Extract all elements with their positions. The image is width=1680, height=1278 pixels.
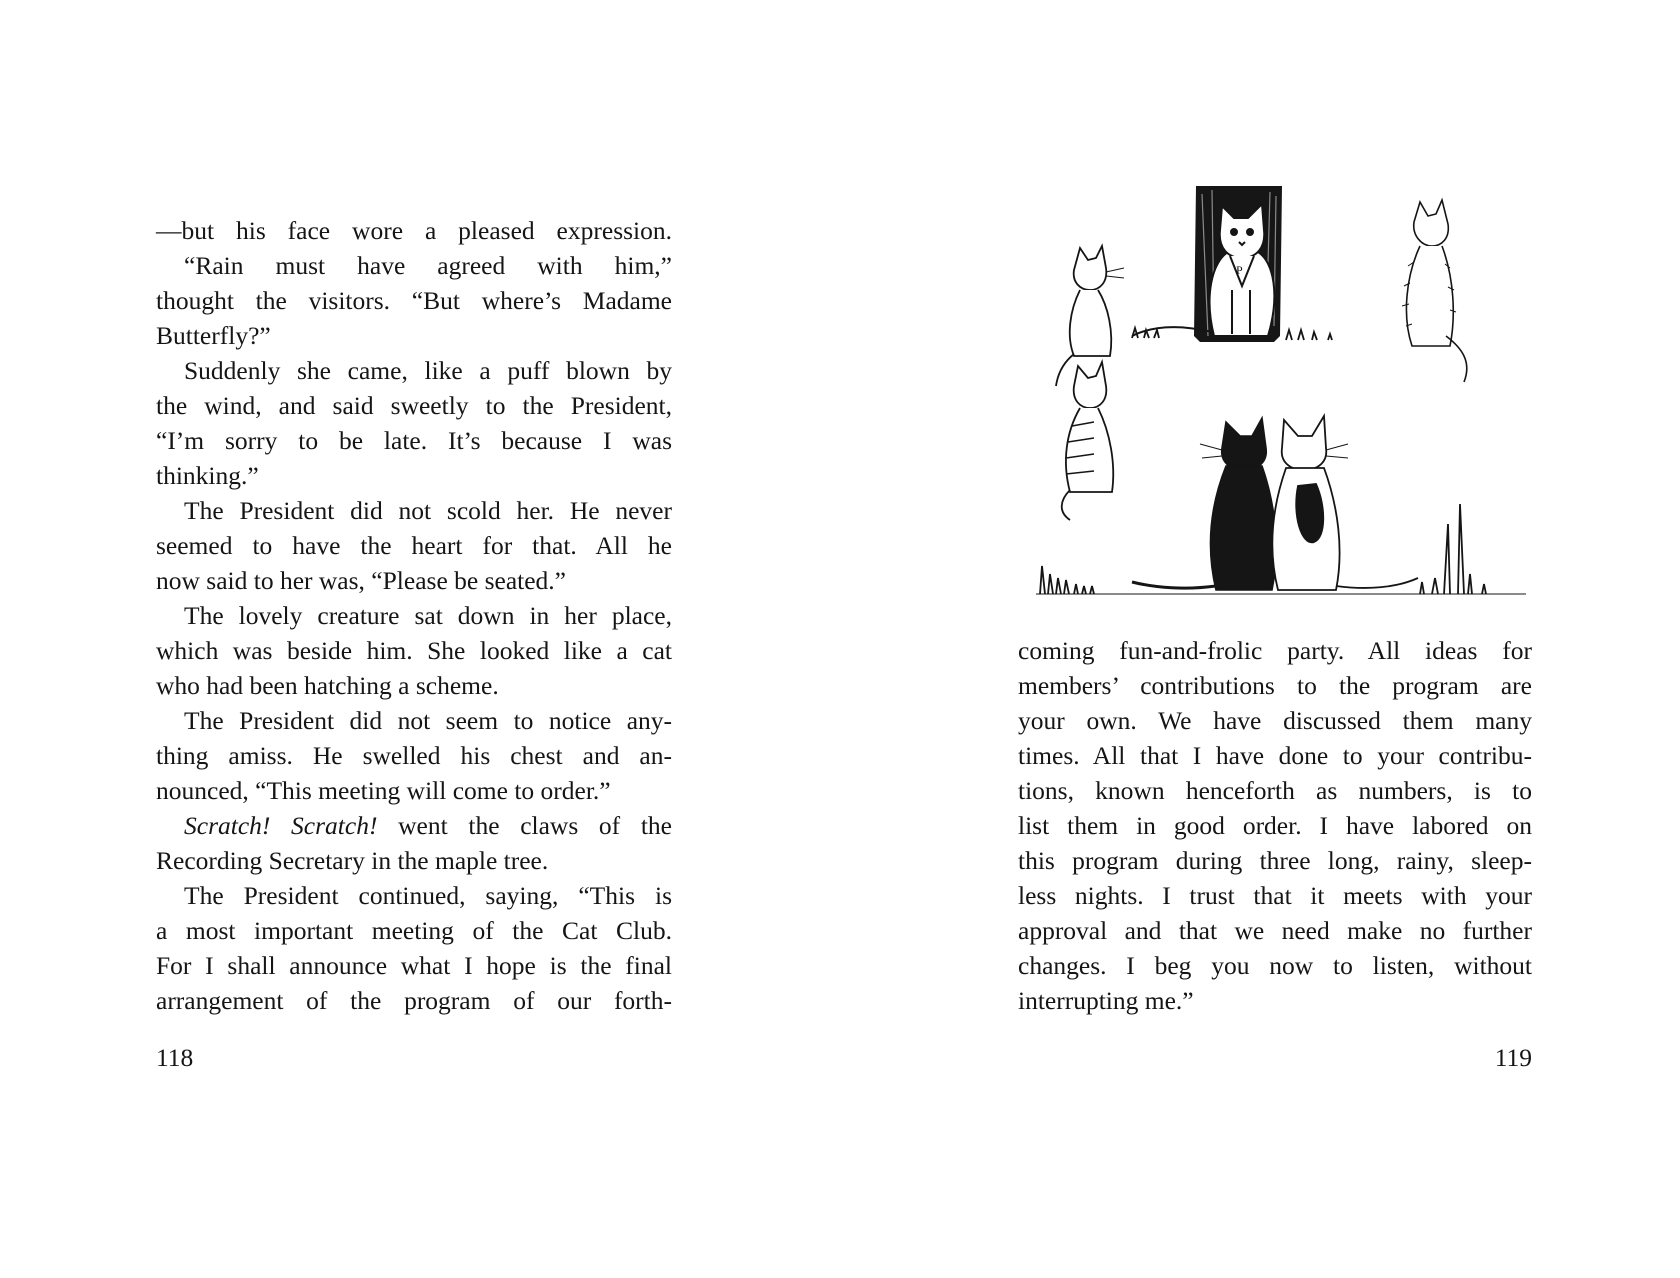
spotted-cat-bottom <box>1272 416 1418 590</box>
text-line: who had been hatching a scheme. <box>156 671 499 700</box>
text-line: The President continued, saying, “This is <box>184 881 672 910</box>
text-line: the wind, and said sweetly to the President, <box>156 391 672 420</box>
text-line: times. All that I have done to your contribu- <box>1018 741 1532 770</box>
text-line: a most important meeting of the Cat Club. <box>156 916 672 945</box>
text-line: seemed to have the heart for that. All he <box>156 531 672 560</box>
text-line: Recording Secretary in the maple tree. <box>156 846 549 875</box>
page-number-right: 119 <box>1494 1043 1532 1072</box>
text-line: Butterfly?” <box>156 321 271 350</box>
text-line: For I shall announce what I hope is the final <box>156 951 672 980</box>
page-number-left: 118 <box>156 1043 194 1072</box>
text-line: The President did not seem to notice any- <box>184 706 672 735</box>
text-line: —but his face wore a pleased expression. <box>156 216 672 245</box>
text-run: went the claws of the <box>377 811 672 840</box>
text-line: interrupting me.” <box>1018 986 1194 1015</box>
text-line: this program during three long, rainy, sleep- <box>1018 846 1532 875</box>
text-line: your own. We have discussed them many <box>1018 706 1532 735</box>
black-cat-bottom <box>1132 418 1276 590</box>
tabby-cat-left <box>1062 362 1114 520</box>
text-line: Suddenly she came, like a puff blown by <box>184 356 672 385</box>
shaggy-cat-top-right <box>1402 200 1467 382</box>
text-line: changes. I beg you now to listen, without <box>1018 951 1532 980</box>
text-line: list them in good order. I have labored on <box>1018 811 1532 840</box>
cat-club-illustration <box>1036 186 1532 622</box>
text-line: thing amiss. He swelled his chest and an- <box>156 741 672 770</box>
right-page <box>840 0 1680 1278</box>
text-line: The President did not scold her. He never <box>184 496 672 525</box>
italic-run: Scratch! Scratch! <box>184 811 378 840</box>
text-line: approval and that we need make no further <box>1018 916 1532 945</box>
left-page-text <box>156 213 672 1018</box>
text-line <box>156 808 672 843</box>
text-line: “Rain must have agreed with him,” <box>184 251 672 280</box>
text-line: thinking.” <box>156 461 259 490</box>
text-line: arrangement of the program of our forth- <box>156 986 672 1015</box>
text-line: now said to her was, “Please be seated.” <box>156 566 566 595</box>
text-line: members’ contributions to the program are <box>1018 671 1532 700</box>
text-line: less nights. I trust that it meets with your <box>1018 881 1532 910</box>
text-line: coming fun-and-frolic party. All ideas for <box>1018 636 1532 665</box>
text-line: The lovely creature sat down in her place, <box>184 601 672 630</box>
right-page-text <box>1018 633 1532 1018</box>
text-line: which was beside him. She looked like a cat <box>156 636 672 665</box>
text-line: nounced, “This meeting will come to order.” <box>156 776 611 805</box>
text-line: thought the visitors. “But where’s Madame <box>156 286 672 315</box>
text-line: “I’m sorry to be late. It’s because I was <box>156 426 672 455</box>
president-medal-letter: P <box>1236 263 1243 277</box>
white-cat-top-left <box>1056 246 1124 386</box>
text-line: tions, known henceforth as numbers, is to <box>1018 776 1532 805</box>
